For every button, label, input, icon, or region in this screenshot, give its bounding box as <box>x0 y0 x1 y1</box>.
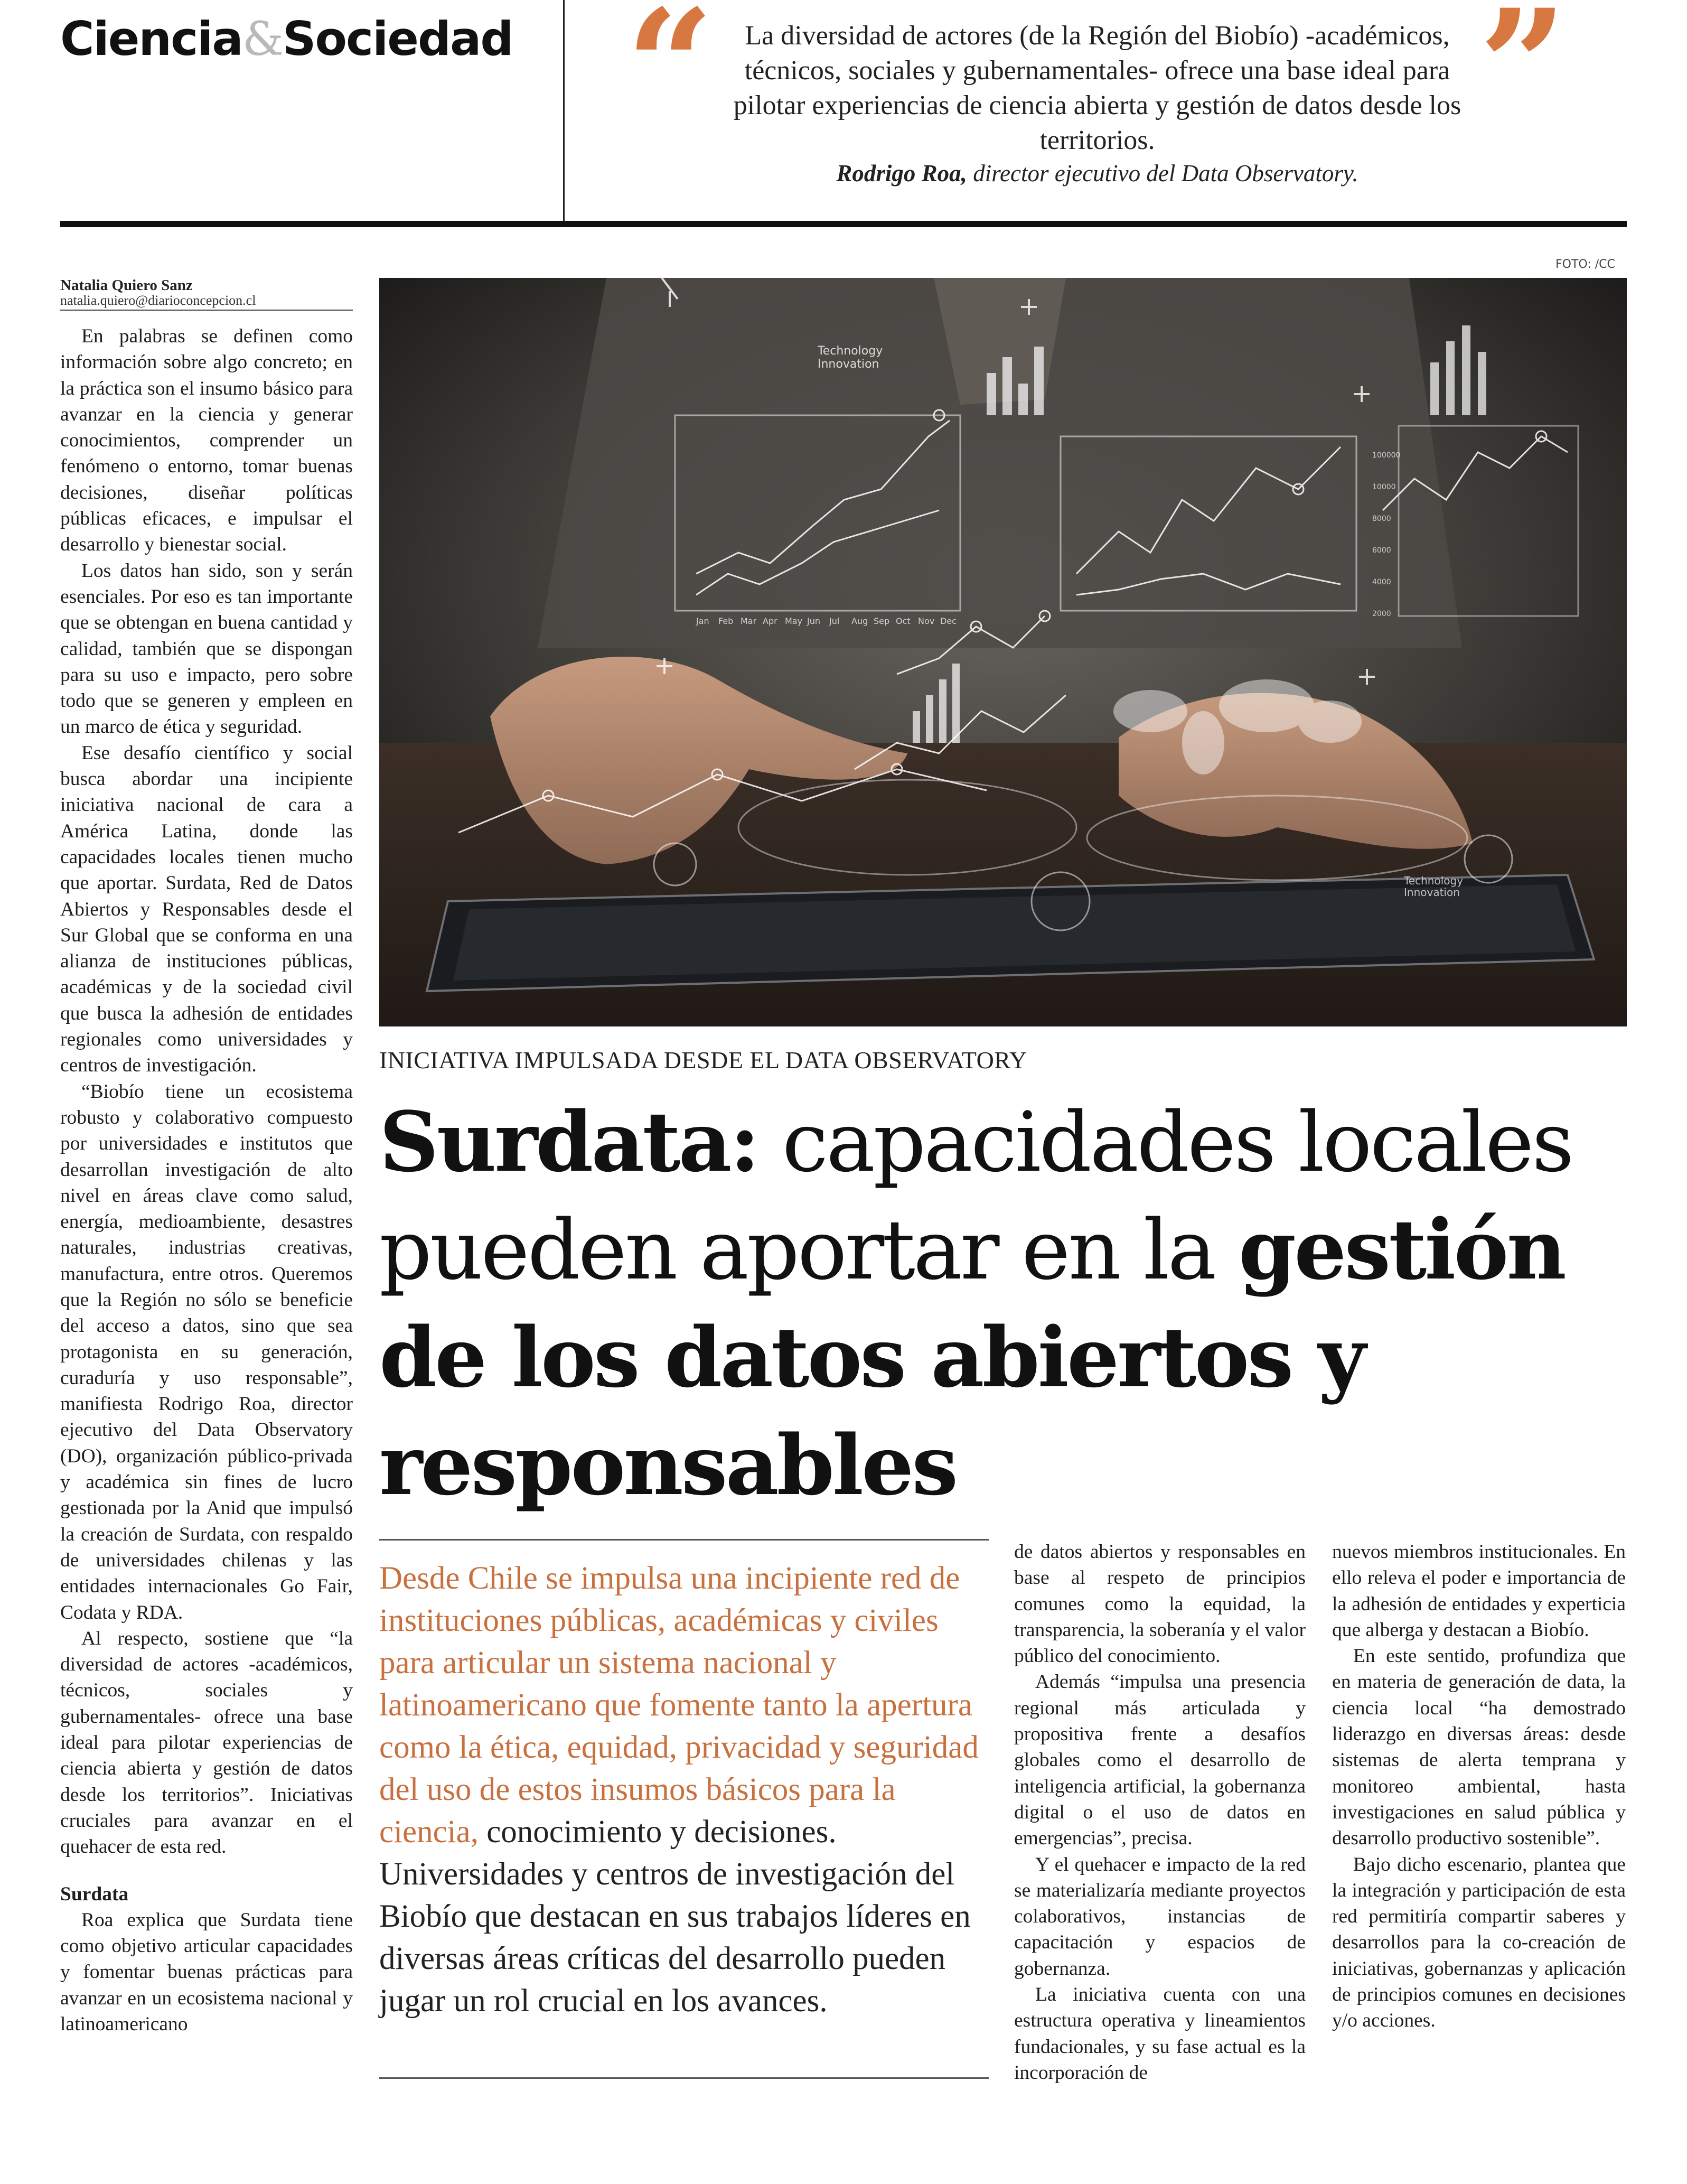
body-paragraph: En palabras se definen como información sobre algo concreto; en la práctica son el insumo básico para avanzar en la ciencia y generar conocimientos, comprender un fenómeno o entorno, tomar buenas decisiones, diseñar políticas públicas eficaces, e impulsar el desarrollo y bienestar social. <box>60 325 353 556</box>
lead-continuation: conocimiento y decisiones. Universidades y centros de investigación del Biobío que destacan en sus trabajos líderes en diversas áreas críticas del desarrollo pueden jugar un rol crucial en los avances. <box>379 1814 971 2019</box>
photo-tick-label: 100000 <box>1372 451 1401 460</box>
body-paragraph: Y el quehacer e impacto de la red se materializaría mediante proyectos colaborativos, instancias de capacitación y espacios de gobernanza. <box>1014 1853 1306 1980</box>
tablet-text-technology: Technology <box>1404 874 1464 887</box>
body-paragraph: Los datos han sido, son y serán esenciales. Por eso es tan importante que se obtengan en buena cantidad y calidad, también que se dispongan para su uso e impacto, pero sobre todo que se generen y empleen en un marco de ética y seguridad. <box>60 559 353 738</box>
photo-axis-label: Dec <box>940 616 957 626</box>
screen-text-technology: Technology <box>818 344 883 358</box>
photo-tick-label: 10000 <box>1372 483 1396 491</box>
photo-axis-label: Nov <box>918 616 935 626</box>
body-paragraph: “Biobío tiene un ecosistema robusto y colaborativo compuesto por universidades e institutos que desarrollan investigación de alto nivel en áreas clave como salud, energía, medioambiente, desastres naturales, industrias creativas, manufactura, entre otros. Queremos que la Región no sólo se beneficie del acceso a datos, sino que sea protagonista en su generación, curaduría y uso responsable”, manifiesta Rodrigo Roa, director ejecutivo del Data Observatory (DO), organización público-privada y académica sin fines de lucro gestionada por la Anid que impulsó la creación de Surdata, con respaldo de universidades chilenas y las entidades internacionales Go Fair, Codata y RDA. <box>60 1080 353 1623</box>
lead-highlight: Desde Chile se impulsa una incipiente red de instituciones públicas, académicas y civiles para articular un sistema nacional y latinoamericano que fomente tanto la apertura como la ética, equidad, privacidad y seguridad del uso de estos insumos básicos para la ciencia, <box>379 1561 979 1850</box>
section-title-ciencia: Ciencia <box>60 12 242 66</box>
body-paragraph: Roa explica que Surdata tiene como objetivo articular capacidades y fomentar buenas prácticas para avanzar en un ecosistema nacional y latinoamericano <box>60 1909 353 2035</box>
section-title-ampersand: & <box>242 12 283 66</box>
article-photo <box>379 278 1627 1026</box>
pull-quote-role: director ejecutivo del Data Observatory. <box>967 160 1358 186</box>
screen-text-innovation: Innovation <box>818 358 879 371</box>
tablet-text-innovation: Innovation <box>1404 886 1460 899</box>
photo-axis-label: Sep <box>874 616 890 626</box>
body-paragraph: nuevos miembros institucionales. En ello releva el poder e importancia de la adhesión de entidades y experticia que alberga y destacan a Biobío. <box>1332 1541 1626 1641</box>
photo-axis-label: Oct <box>896 616 911 626</box>
photo-axis-label: Jun <box>807 616 820 626</box>
byline-author: Natalia Quiero Sanz <box>60 277 193 294</box>
body-column-middle <box>1014 1539 1306 2086</box>
article-lead <box>379 1557 992 2022</box>
photo-credit: FOTO: /CC <box>1555 258 1615 271</box>
headline-bold-topic: gestión de los datos abiertos y responsables <box>379 1201 1564 1514</box>
headline-normal: capacidades locales pueden aportar en la <box>379 1094 1572 1298</box>
body-subheading: Surdata <box>60 1883 129 1905</box>
lead-top-rule <box>379 1539 989 1541</box>
body-paragraph: En este sentido, profundiza que en materia de generación de data, la ciencia local “ha demostrado liderazgo en diversas áreas: desde sistemas de alerta temprana y monitoreo ambiental, hasta investigaciones en salud pública y desarrollo productivo sostenible”. <box>1332 1645 1626 1850</box>
pull-quote-text: La diversidad de actores (de la Región del Biobío) -académicos, técnicos, sociales y gubernamentales- ofrece una base ideal para pilotar experiencias de ciencia abierta y gestión de datos desde los territorios. <box>733 21 1461 155</box>
headline-bold-surdata: Surdata: <box>379 1094 758 1190</box>
photo-axis-label: Aug <box>851 616 868 626</box>
photo-axis-label: Jul <box>829 616 840 626</box>
byline-rule <box>60 310 353 311</box>
byline-email: natalia.quiero@diarioconcepcion.cl <box>60 293 256 308</box>
photo-axis-label: Mar <box>741 616 757 626</box>
body-paragraph: Ese desafío científico y social busca abordar una incipiente iniciativa nacional de cara a América Latina, donde las capacidades locales tienen mucho que aportar. Surdata, Red de Datos Abiertos y Responsables desde el Sur Global que se conforma en una alianza de instituciones públicas, académicas y de la sociedad civil que busca la adhesión de entidades regionales como universidades y centros de investigación. <box>60 742 353 1077</box>
lead-bottom-rule <box>379 2077 989 2079</box>
section-title-sociedad: Sociedad <box>283 12 513 66</box>
photo-tick-label: 2000 <box>1372 610 1391 618</box>
photo-illustration <box>379 278 1627 1026</box>
quote-close-mark: ” <box>1479 0 1567 156</box>
body-paragraph: Bajo dicho escenario, plantea que la integración y participación de esta red permitiría compartir saberes y desarrollos para la co-creación de iniciativas, gobernanzas y aplicación de principios comunes en decisiones y/o acciones. <box>1332 1853 1626 2032</box>
photo-tick-label: 8000 <box>1372 515 1391 523</box>
photo-tick-label: 4000 <box>1372 578 1391 586</box>
article-headline <box>379 1088 1631 1519</box>
body-paragraph: Al respecto, sostiene que “la diversidad de actores -académicos, técnicos, sociales y gubernamentales- ofrece una base ideal para pilotar experiencias de ciencia abierta y gestión de datos desde los territorios”. Iniciativas cruciales para avanzar en el quehacer de esta red. <box>60 1627 353 1858</box>
article-kicker: INICIATIVA IMPULSADA DESDE EL DATA OBSERVATORY <box>379 1047 1027 1074</box>
photo-axis-label: Apr <box>763 616 777 626</box>
pull-quote-attribution <box>710 160 1484 187</box>
section-title <box>60 12 512 66</box>
body-column-left <box>60 323 353 2037</box>
body-paragraph: La iniciativa cuenta con una estructura operativa y lineamientos fundacionales, y su fase actual es la incorporación de <box>1014 1984 1306 2084</box>
photo-axis-label: Feb <box>718 616 734 626</box>
photo-axis-label: May <box>785 616 803 626</box>
header-rule <box>60 221 1627 227</box>
photo-axis-label: Jan <box>696 616 709 626</box>
pull-quote-author: Rodrigo Roa, <box>836 160 967 186</box>
body-column-right <box>1332 1539 1626 2034</box>
header-divider <box>563 0 565 221</box>
photo-tick-label: 6000 <box>1372 546 1391 555</box>
quote-open-mark: “ <box>626 0 714 156</box>
body-paragraph: Además “impulsa una presencia regional más articulada y propositiva frente a desafíos globales como el desarrollo de inteligencia artificial, la gobernanza digital o el uso de datos en emergencias”, precisa. <box>1014 1671 1306 1850</box>
body-paragraph: de datos abiertos y responsables en base al respeto de principios comunes como la equidad, la transparencia, la soberanía y el valor público del conocimiento. <box>1014 1541 1306 1667</box>
